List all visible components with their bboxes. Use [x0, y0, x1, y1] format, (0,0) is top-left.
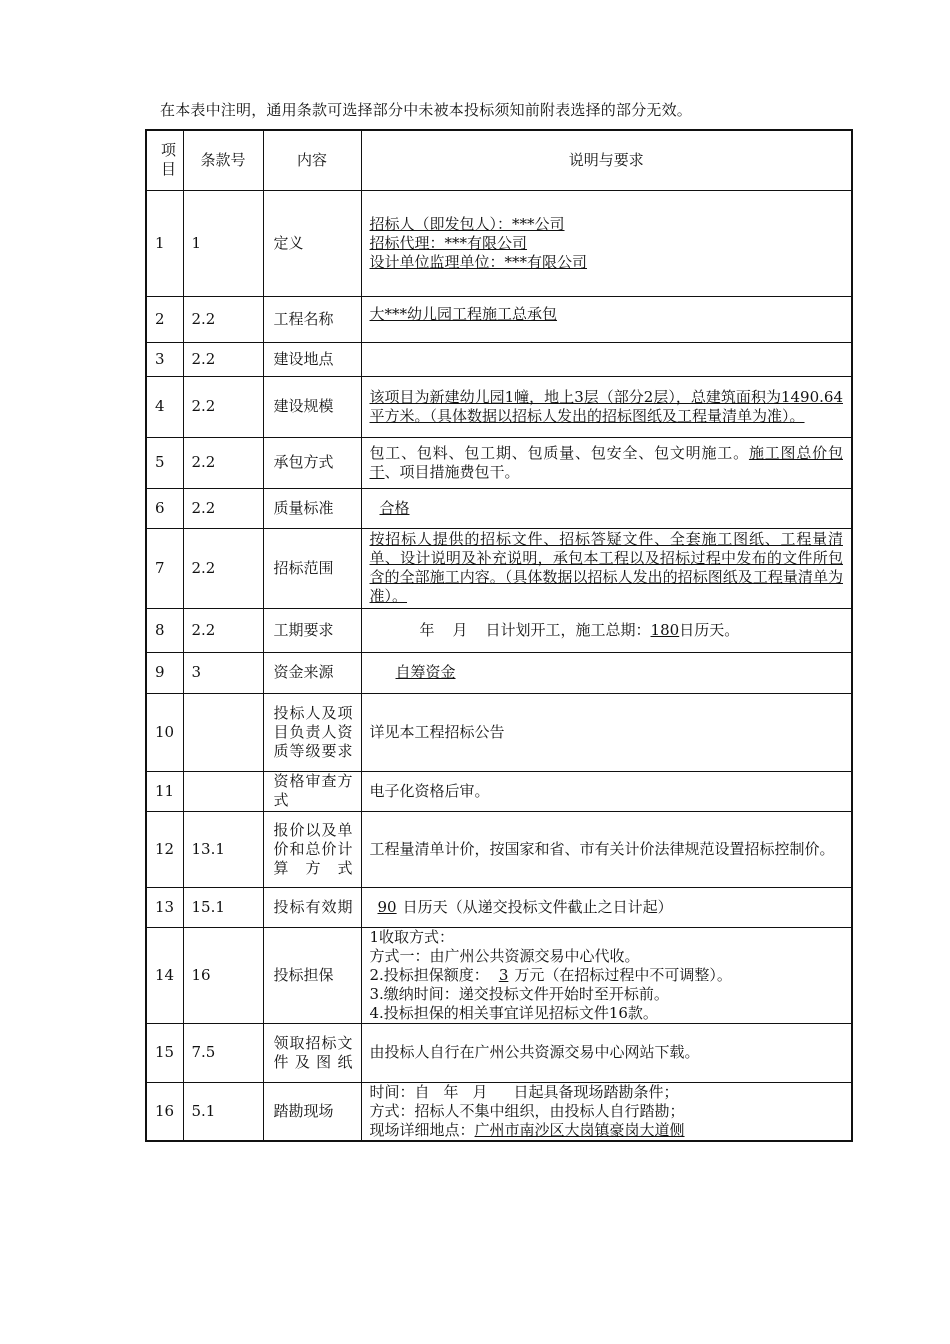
row-content: 质量标准	[263, 488, 361, 528]
row-content: 资格审查方式	[263, 771, 361, 811]
table-row	[146, 296, 852, 342]
intro-note: 在本表中注明，通用条款可选择部分中未被本投标须知前附表选择的部分无效。	[160, 101, 693, 119]
desc-line: 包工、包料、包工期、包质量、包安全、包文明施工。	[369, 443, 749, 462]
desc-line: 该项目为新建幼儿园1幢，地上3层（部分2层），总建筑面积为1490.64平方米。（具体数据以招标人发出的招标图纸及工程量清单为准）。	[369, 387, 843, 425]
row-desc	[361, 190, 852, 296]
desc-line: 电子化资格后审。	[369, 781, 490, 800]
row-number: 4	[146, 376, 183, 437]
row-number: 13	[146, 887, 183, 927]
table-row	[146, 528, 852, 608]
clause-number: 2.2	[183, 437, 263, 488]
desc-line: 现场详细地点：	[369, 1120, 475, 1139]
row-content: 工程名称	[263, 296, 361, 342]
header-desc: 说明与要求	[361, 130, 852, 190]
table-row	[146, 652, 852, 693]
row-content: 领取招标文件及图纸	[263, 1023, 361, 1082]
desc-line: 方式一：由广州公共资源交易中心代收。	[369, 946, 640, 965]
clause-number	[183, 771, 263, 811]
desc-line: 2.投标担保额度：	[369, 965, 489, 984]
row-desc	[361, 608, 852, 652]
table-row	[146, 1023, 852, 1082]
desc-line: 招标人（即发包人）：***公司	[369, 214, 565, 233]
clause-number: 1	[183, 190, 263, 296]
row-number: 1	[146, 190, 183, 296]
clause-number: 2.2	[183, 342, 263, 376]
clause-number: 3	[183, 652, 263, 693]
row-content: 建设规模	[263, 376, 361, 437]
header-item: 项目	[146, 130, 183, 190]
desc-line: 自筹资金	[395, 663, 456, 681]
table-row	[146, 376, 852, 437]
table-row	[146, 608, 852, 652]
row-desc	[361, 376, 852, 437]
row-content: 投标有效期	[263, 887, 361, 927]
desc-line: 3.缴纳时间：递交投标文件开始时至开标前。	[369, 984, 669, 1003]
row-content: 建设地点	[263, 342, 361, 376]
clause-number: 2.2	[183, 296, 263, 342]
table-row	[146, 190, 852, 296]
row-number: 10	[146, 693, 183, 771]
row-number: 15	[146, 1023, 183, 1082]
row-number: 6	[146, 488, 183, 528]
desc-line	[370, 1083, 844, 1102]
desc-line: 方式：招标人不集中组织，由投标人自行踏勘；	[369, 1101, 685, 1120]
row-desc	[361, 693, 852, 771]
row-desc	[361, 488, 852, 528]
desc-year: 年	[419, 620, 435, 639]
desc-line: 按招标人提供的招标文件、招标答疑文件、全套施工图纸、工程量清单、设计说明及补充说明，承包本工程以及招标过程中发布的文件所包含的全部施工内容。（具体数据以招标人发出的招标图纸及工程量清单为准）。	[369, 530, 843, 605]
table-row	[146, 811, 852, 887]
row-desc	[361, 811, 852, 887]
row-number: 7	[146, 528, 183, 608]
row-desc	[361, 771, 852, 811]
table-row	[146, 488, 852, 528]
desc-line: 由投标人自行在广州公共资源交易中心网站下载。	[369, 1043, 700, 1061]
row-content: 投标担保	[263, 927, 361, 1023]
desc-days: 90	[377, 897, 397, 916]
desc-days: 180	[650, 620, 680, 639]
clause-number	[183, 693, 263, 771]
desc-year: 年	[443, 1082, 459, 1101]
desc-line: 、项目措施费包干。	[384, 462, 520, 481]
table-row	[146, 771, 852, 811]
row-desc	[361, 1023, 852, 1082]
table-row	[146, 927, 852, 1023]
table-row	[146, 342, 852, 376]
clause-number: 2.2	[183, 376, 263, 437]
bid-instructions-table	[145, 129, 853, 1142]
row-content: 招标范围	[263, 528, 361, 608]
table-row	[146, 887, 852, 927]
row-number: 12	[146, 811, 183, 887]
desc-line: 合格	[379, 498, 410, 517]
desc-month: 月	[452, 620, 468, 639]
row-desc	[361, 528, 852, 608]
row-desc	[361, 652, 852, 693]
row-content: 报价以及单价和总价计算方式	[263, 811, 361, 887]
row-desc	[361, 1082, 852, 1141]
header-row	[146, 130, 852, 190]
desc-line: 1收取方式：	[369, 927, 455, 946]
row-number: 11	[146, 771, 183, 811]
row-content: 资金来源	[263, 652, 361, 693]
row-number: 9	[146, 652, 183, 693]
row-content: 工期要求	[263, 608, 361, 652]
desc-line: 4.投标担保的相关事宜详见招标文件16款。	[369, 1003, 658, 1022]
header-content: 内容	[263, 130, 361, 190]
clause-number: 7.5	[183, 1023, 263, 1082]
clause-number: 15.1	[183, 887, 263, 927]
desc-line	[370, 1121, 844, 1140]
clause-number: 2.2	[183, 528, 263, 608]
clause-number: 2.2	[183, 608, 263, 652]
table-row	[146, 1082, 852, 1141]
row-desc	[361, 887, 852, 927]
desc-line: 日历天（从递交投标文件截止之日计起）	[402, 897, 673, 916]
row-desc	[361, 927, 852, 1023]
row-number: 3	[146, 342, 183, 376]
desc-line: 工程量清单计价，按国家和省、市有关计价法律规范设置招标控制价。	[369, 839, 835, 858]
row-content: 承包方式	[263, 437, 361, 488]
row-content: 定义	[263, 190, 361, 296]
desc-line: 时间：自	[369, 1082, 430, 1101]
row-number: 5	[146, 437, 183, 488]
clause-number: 2.2	[183, 488, 263, 528]
clause-number: 13.1	[183, 811, 263, 887]
desc-line: 招标代理：***有限公司	[369, 233, 528, 252]
row-desc	[361, 437, 852, 488]
desc-line: 日历天。	[679, 620, 740, 639]
desc-line	[370, 966, 844, 985]
desc-address: 广州市南沙区大岗镇豪岗大道侧	[474, 1120, 685, 1139]
clause-number: 16	[183, 927, 263, 1023]
row-number: 14	[146, 927, 183, 1023]
desc-line: 详见本工程招标公告	[369, 722, 505, 741]
header-clause: 条款号	[183, 130, 263, 190]
row-number: 2	[146, 296, 183, 342]
row-number: 16	[146, 1082, 183, 1141]
desc-month: 月	[472, 1082, 488, 1101]
desc-line: 万元（在招标过程中不可调整）。	[514, 965, 732, 984]
row-number: 8	[146, 608, 183, 652]
desc-line: 日计划开工，施工总期：	[485, 620, 651, 639]
row-content: 踏勘现场	[263, 1082, 361, 1141]
desc-line: 设计单位监理单位：***有限公司	[369, 252, 588, 271]
desc-amount: 3	[498, 965, 509, 984]
desc-underlined: 施工图总价包干	[369, 443, 843, 481]
table-row	[146, 693, 852, 771]
row-content: 投标人及项目负责人资质等级要求	[263, 693, 361, 771]
row-desc	[361, 296, 852, 342]
desc-line: 日起具备现场踏勘条件；	[513, 1082, 679, 1101]
clause-number: 5.1	[183, 1082, 263, 1141]
desc-line: 大***幼儿园工程施工总承包	[369, 304, 558, 323]
table-row	[146, 437, 852, 488]
row-desc	[361, 342, 852, 376]
